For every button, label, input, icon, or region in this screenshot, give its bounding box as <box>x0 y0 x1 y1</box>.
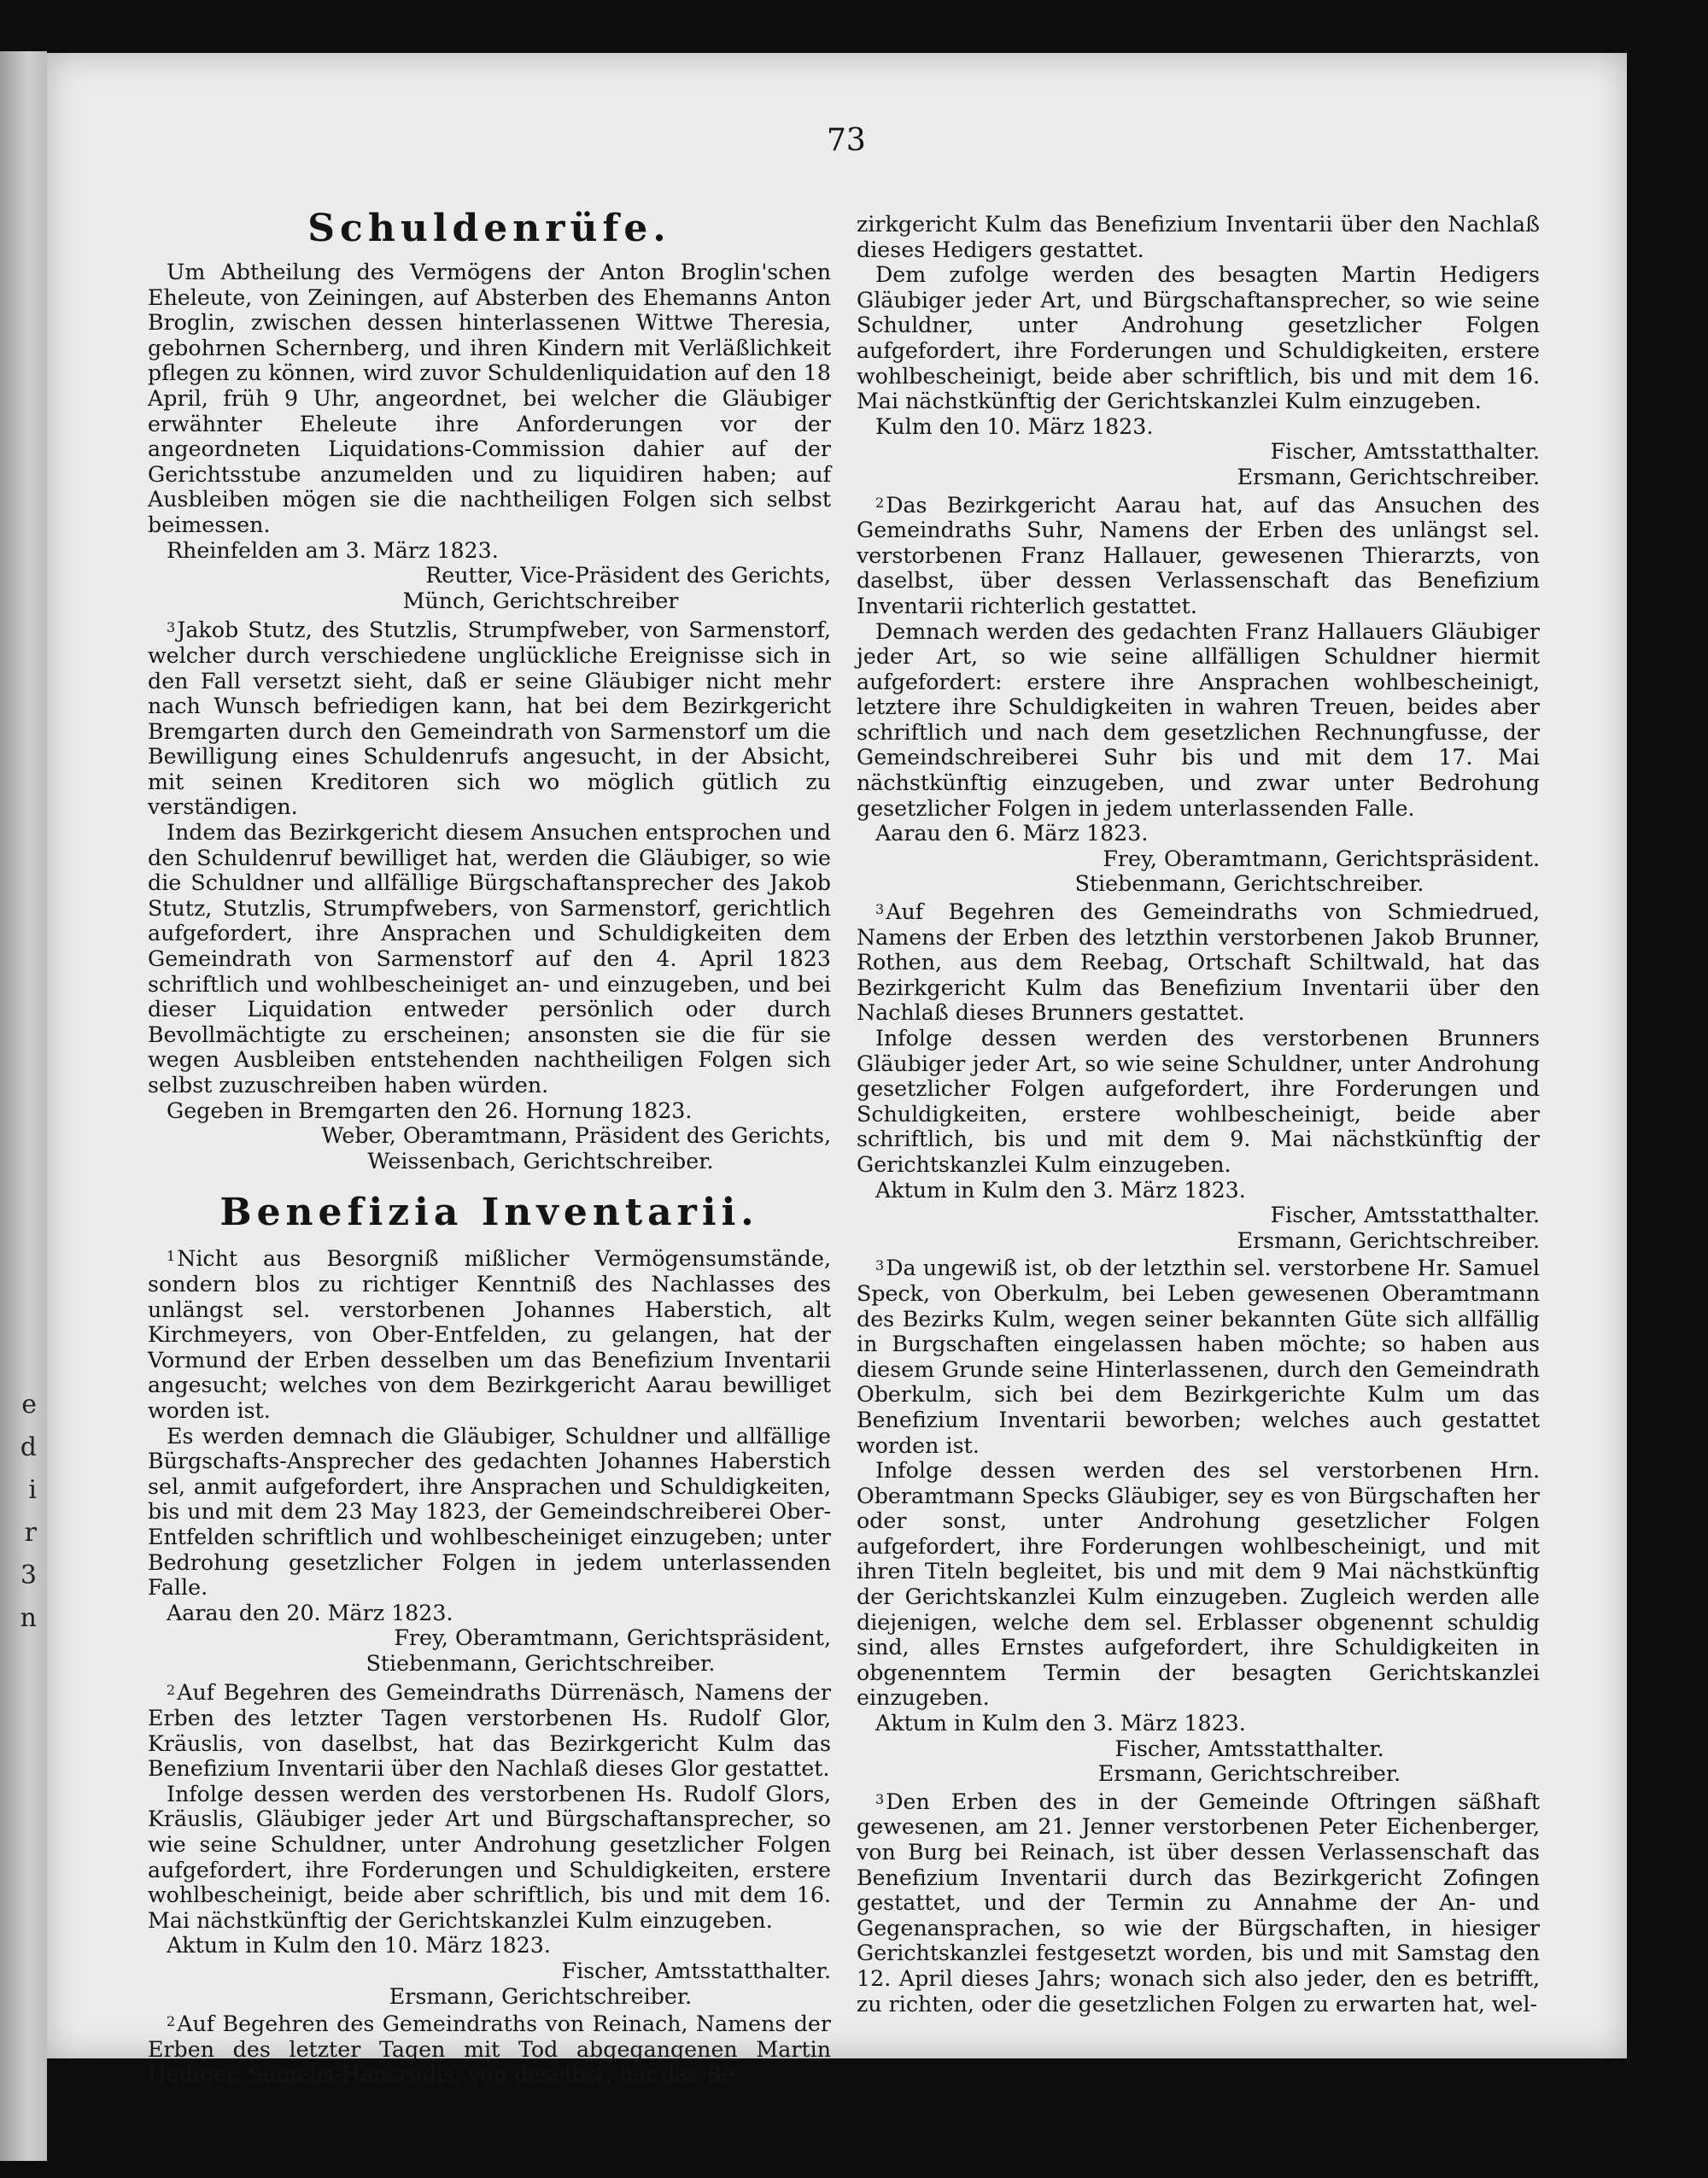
notice-number: 2 <box>167 2013 176 2030</box>
notice-signature: Weissenbach, Gerichtschreiber. <box>367 1148 714 1174</box>
notice-number: 2 <box>875 494 885 511</box>
notice-dateline: Aarau den 6. März 1823. <box>875 821 1149 846</box>
notice-dateline: Aktum in Kulm den 10. März 1823. <box>167 1933 551 1958</box>
notice-number: 3 <box>875 1790 885 1807</box>
notice-dateline: Aarau den 20. März 1823. <box>167 1600 453 1625</box>
notice-signature: Ersmann, Gerichtschreiber. <box>1097 1761 1401 1787</box>
notice-dateline: Aktum in Kulm den 3. März 1823. <box>875 1711 1246 1736</box>
notice-signature: Ersmann, Gerichtschreiber. <box>1237 1227 1540 1253</box>
right-column <box>857 212 1540 2017</box>
notice-number: 3 <box>875 901 885 918</box>
notice-paragraph: Infolge dessen werden des verstorbenen Brunners Gläubiger jeder Art, so wie seine Schuldner, unter Androhung gesetzlicher Folgen aufgefordert, ihre Forderungen und Schuldigkeiten, erstere wohlbescheinigt, beide aber schriftlich, bis und mit dem 9. Mai nächstkünftig der Gerichtskanzlei Kulm einzugeben. <box>857 1026 1540 1177</box>
notice-paragraph: Dem zufolge werden des besagten Martin Hedigers Gläubiger jeder Art, und Bürgschaftansprecher, so wie seine Schuldner, unter Androhung gesetzlicher Folgen aufgefordert, ihre Forderungen und Schuldigkeiten, erstere wohlbescheinigt, beide aber schriftlich, bis und mit dem 16. Mai nächstkünftig der Gerichtskanzlei Kulm einzugeben. <box>857 262 1540 414</box>
notice-signature: Fischer, Amtsstatthalter. <box>1270 1203 1540 1228</box>
notice-paragraph-continued: zirkgericht Kulm das Benefizium Inventarii über den Nachlaß dieses Hedigers gestattet. <box>857 212 1540 262</box>
notice-signature: Fischer, Amtsstatthalter. <box>1114 1736 1384 1761</box>
margin-letter: e <box>21 1390 37 1420</box>
notice-paragraph: $^2$Das Bezirkgericht Aarau hat, auf das Ansuchen des Gemeindraths Suhr, Namens der Erben des unlängst sel. verstorbenen Franz Hallauer, gewesenen Thierarzts, von daselbst, über dessen Verlassenschaft das Benefizium Inventarii richterlich gestattet. <box>857 492 1540 618</box>
notice-paragraph: $^3$Den Erben des in der Gemeinde Oftringen säßhaft gewesenen, am 21. Jenner verstorbenen Peter Eichenberger, von Burg bei Reinach, ist über dessen Verlassenschaft das Benefizium Inventarii durch das Bezirkgericht Zofingen gestattet, und der Termin zu Annahme der An- und Gegenansprachen, so wie der Bürgschaften, in hiesiger Gerichtskanzlei festgesetzt worden, bis und mit Samstag den 12. April dieses Jahrs; wonach sich also jeder, den es betrifft, zu richten, oder die gesetzlichen Folgen zu erwarten hat, wel- <box>857 1789 1540 2017</box>
notice-paragraph: $^1$Nicht aus Besorgniß mißlicher Vermögensumstände, sondern blos zu richtiger Kenntniß des Nachlasses des unlängst sel. verstorbenen Johannes Haberstich, alt Kirchmeyers, von Ober-Entfelden, zu gelangen, hat der Vormund der Erben desselben um das Benefizium Inventarii angesucht; welches von dem Bezirkgericht Aarau bewilliget worden ist. <box>148 1246 831 1423</box>
page-number: 73 <box>827 123 866 158</box>
notice-signature: Reutter, Vice-Präsident des Gerichts, <box>425 563 831 588</box>
notice-paragraph: $^2$Auf Begehren des Gemeindraths von Reinach, Namens der Erben des letzter Tagen mit Tod abgegangenen Martin Hediger, Samelis-Hansrudis, von daselbst, hat das Be- <box>148 2011 831 2087</box>
notice-signature: Ersmann, Gerichtschreiber. <box>389 1983 693 2009</box>
notice-dateline: Rheinfelden am 3. März 1823. <box>167 537 499 563</box>
notice-paragraph: Infolge dessen werden des sel verstorbenen Hrn. Oberamtmann Specks Gläubiger, sey es von Bürgschaften her oder sonst, unter Androhung gesetzlicher Folgen aufgefordert, ihre Forderungen wohlbescheinigt, und mit ihren Titeln begleitet, bis und mit dem 9 Mai nächstkünftig der Gerichtskanzlei Kulm einzugeben. Zugleich werden alle diejenigen, welche dem sel. Erblasser obgenennt schuldig sind, alles Ernstes aufgefordert, ihre Schuldigkeiten in obgenenntem Termin der besagten Gerichtskanzlei einzugeben. <box>857 1458 1540 1711</box>
notice-signature: Stiebenmann, Gerichtschreiber. <box>1074 871 1424 897</box>
notice-dateline: Kulm den 10. März 1823. <box>875 413 1154 439</box>
notice-signature: Frey, Oberamtmann, Gerichtspräsident. <box>1103 846 1540 871</box>
margin-letter: n <box>20 1603 37 1633</box>
notice-signature: Frey, Oberamtmann, Gerichtspräsident, <box>394 1625 831 1651</box>
section-heading-benefizia-inventarii: Benefizia Inventarii. <box>219 1191 759 1235</box>
margin-letter: r <box>24 1518 37 1548</box>
notice-signature: Fischer, Amtsstatthalter. <box>1270 439 1540 465</box>
notice-signature: Stiebenmann, Gerichtschreiber. <box>366 1650 716 1676</box>
margin-letter: 3 <box>20 1560 37 1590</box>
notice-number: 3 <box>167 619 176 636</box>
notice-paragraph: Indem das Bezirkgericht diesem Ansuchen entsprochen und den Schuldenruf bewilliget hat, werden die Gläubiger, so wie die Schuldner und allfällige Bürgschaftansprecher des Jakob Stutz, Stutzlis, Strumpfwebers, von Sarmenstorf, gerichtlich aufgefordert, ihre Ansprachen und Schuldigkeiten dem Gemeindrath von Sarmenstorf auf den 4. April 1823 schriftlich und wohlbescheiniget an- und einzugeben, und bei dieser Liquidation entweder persönlich oder durch Bevollmächtigte zu erscheinen; ansonsten sie die für sie wegen Ausbleiben entstehenden nachtheiligen Folgen sich selbst zuzuschreiben haben würden. <box>148 820 831 1098</box>
notice-signature: Ersmann, Gerichtschreiber. <box>1237 464 1540 489</box>
margin-letter: d <box>20 1432 37 1462</box>
notice-paragraph: $^3$Jakob Stutz, des Stutzlis, Strumpfweber, von Sarmenstorf, welcher durch verschiedene unglückliche Ereignisse sich in den Fall versetzt sieht, daß er seine Gläubiger nicht mehr nach Wunsch befriedigen kann, hat bei dem Bezirkgericht Bremgarten durch den Gemeindrath von Sarmenstorf um die Bewilligung eines Schuldenrufs angesucht, in der Absicht, mit seinen Kreditoren sich wo möglich gütlich zu verständigen. <box>148 618 831 820</box>
notice-paragraph: $^3$Auf Begehren des Gemeindraths von Schmiedrued, Namens der Erben des letzthin verstorbenen Jakob Brunner, Rothen, aus dem Reebag, Ortschaft Schiltwald, hat das Bezirkgericht Kulm das Benefizium Inventarii über den Nachlaß dieses Brunners gestattet. <box>857 899 1540 1026</box>
notice-number: 2 <box>167 1682 176 1699</box>
notice-signature: Fischer, Amtsstatthalter. <box>561 1958 831 1983</box>
notice-signature: Münch, Gerichtschreiber <box>402 588 679 613</box>
section-heading-schuldenrufe: Schuldenrüfe. <box>307 207 671 250</box>
notice-number: 1 <box>167 1248 176 1265</box>
previous-page-margin-letters <box>0 1384 47 1640</box>
margin-letter: i <box>28 1475 37 1505</box>
notice-dateline: Gegeben in Bremgarten den 26. Hornung 1823. <box>167 1098 693 1123</box>
notice-paragraph: Infolge dessen werden des verstorbenen Hs. Rudolf Glors, Kräuslis, Gläubiger jeder Art und Bürgschaftansprecher, so wie seine Schuldner, unter Androhung gesetzlicher Folgen aufgefordert, ihre Forderungen und Schuldigkeiten, erstere wohlbescheinigt, beide aber schriftlich, bis und mit dem 16. Mai nächstkünftig der Gerichtskanzlei Kulm einzugeben. <box>148 1781 831 1933</box>
notice-paragraph: $^3$Da ungewiß ist, ob der letzthin sel. verstorbene Hr. Samuel Speck, von Oberkulm, bei Leben gewesenen Oberamtmann des Bezirks Kulm, wegen seiner bekannten Güte sich allfällig in Burgschaften eingelassen haben möchte; so haben aus diesem Grunde seine Hinterlassenen, durch den Gemeindrath Oberkulm, sich bei dem Bezirkgerichte Kulm um das Benefizium Inventarii beworben; welches auch gestattet worden ist. <box>857 1256 1540 1458</box>
notice-paragraph: Es werden demnach die Gläubiger, Schuldner und allfällige Bürgschafts-Ansprecher des gedachten Johannes Haberstich sel, anmit aufgefordert, ihre Ansprachen und Schuldigkeiten, bis und mit dem 23 May 1823, der Gemeindschreiberei Ober-Entfelden schriftlich und wohlbescheiniget einzugeben; unter Bedrohung gesetzlicher Folgen in jedem unterlassenden Falle. <box>148 1423 831 1601</box>
notice-number: 3 <box>875 1257 885 1274</box>
left-column <box>148 207 831 2087</box>
notice-paragraph: Um Abtheilung des Vermögens der Anton Broglin'schen Eheleute, von Zeiningen, auf Absterben des Ehemanns Anton Broglin, zwischen dessen hinterlassenen Wittwe Theresia, gebohrnen Schernberg, und ihren Kindern mit Verläßlichkeit pflegen zu können, wird zuvor Schuldenliquidation auf den 18 April, früh 9 Uhr, angeordnet, bei welcher die Gläubiger erwähnter Eheleute ihre Anforderungen vor der angeordneten Liquidations-Commission dahier auf der Gerichtsstube anzumelden und zu liquidiren haben; auf Ausbleiben mögen sie die nachtheiligen Folgen sich selbst beimessen. <box>148 260 831 537</box>
notice-paragraph: $^2$Auf Begehren des Gemeindraths Dürrenäsch, Namens der Erben des letzter Tagen verstorbenen Hs. Rudolf Glor, Kräuslis, von daselbst, hat das Bezirkgericht Kulm das Benefizium Inventarii über den Nachlaß dieses Glor gestattet. <box>148 1680 831 1782</box>
previous-page-edge <box>0 51 47 2161</box>
notice-signature: Weber, Oberamtmann, Präsident des Gerichts, <box>321 1123 831 1149</box>
document-page <box>47 53 1627 2087</box>
notice-dateline: Aktum in Kulm den 3. März 1823. <box>875 1177 1246 1203</box>
notice-paragraph: Demnach werden des gedachten Franz Hallauers Gläubiger jeder Art, so wie seine allfälligen Schuldner hiermit aufgefordert: erstere ihre Ansprachen wohlbescheinigt, letztere ihre Schuldigkeiten in wahren Treuen, beides aber schriftlich und nach dem gesetzlichen Rechnungfusse, der Gemeindschreiberei Suhr bis und mit dem 17. Mai nächstkünftig einzugeben, und zwar unter Bedrohung gesetzlicher Folgen in jedem unterlassenden Falle. <box>857 618 1540 821</box>
